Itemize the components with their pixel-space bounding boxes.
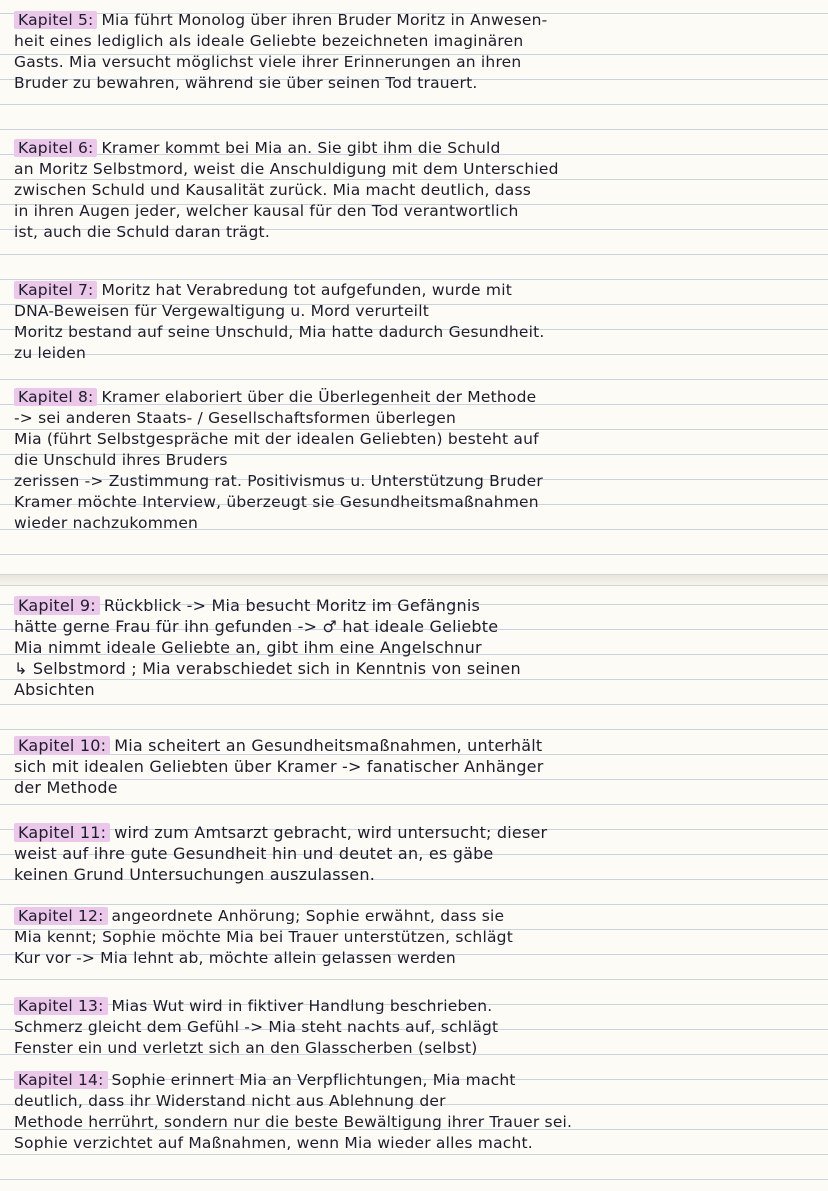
chapter-9-line: hätte gerne Frau für ihn gefunden -> ♂ hat ideale Geliebte (14, 617, 499, 636)
chapter-14-line: Sophie verzichtet auf Maßnahmen, wenn Mia wieder alles macht. (14, 1134, 533, 1152)
chapter-7-line: Moritz hat Verabredung tot aufgefunden, wurde mit (101, 281, 512, 299)
chapter-8-line: die Unschuld ihres Bruders (14, 451, 228, 469)
chapter-5-line: Bruder zu bewahren, während sie über seinen Tod trauert. (14, 74, 478, 92)
chapter-10-summary (14, 735, 814, 798)
chapter-7-heading: Kapitel 7: (14, 281, 97, 299)
chapter-14-heading: Kapitel 14: (14, 1071, 108, 1089)
chapter-14-line: Sophie erinnert Mia an Verpflichtungen, Mia macht (111, 1071, 516, 1089)
chapter-11-line: keinen Grund Untersuchungen auszulassen. (14, 865, 375, 884)
chapter-6-line: in ihren Augen jeder, welcher kausal für den Tod verantwortlich (14, 202, 519, 220)
chapter-8-line: Kramer elaboriert über die Überlegenheit der Methode (101, 388, 537, 406)
chapter-8-heading: Kapitel 8: (14, 388, 97, 406)
chapter-5-line: Mia führt Monolog über ihren Bruder Moritz in Anwesen- (101, 11, 548, 29)
chapter-13-line: Mias Wut wird in fiktiver Handlung beschrieben. (111, 997, 493, 1015)
chapter-8-line: zerissen -> Zustimmung rat. Positivismus u. Unterstützung Bruder (14, 472, 543, 490)
chapter-14-line: Methode herrührt, sondern nur die beste Bewältigung ihrer Trauer sei. (14, 1113, 573, 1131)
chapter-9-heading: Kapitel 9: (14, 596, 100, 615)
chapter-11-heading: Kapitel 11: (14, 823, 110, 842)
chapter-8-line: wieder nachzukommen (14, 514, 199, 532)
chapter-8-line: -> sei anderen Staats- / Gesellschaftsformen überlegen (14, 409, 456, 427)
chapter-6-line: Kramer kommt bei Mia an. Sie gibt ihm die Schuld (101, 139, 501, 157)
page-divider (0, 574, 828, 586)
chapter-9-summary (14, 595, 814, 700)
chapter-7-line: zu leiden (14, 344, 87, 362)
chapter-12-line: Kur vor -> Mia lehnt ab, möchte allein gelassen werden (14, 949, 456, 967)
chapter-13-summary (14, 996, 814, 1059)
chapter-8-line: Mia (führt Selbstgespräche mit der idealen Geliebten) besteht auf (14, 430, 539, 448)
chapter-13-line: Fenster ein und verletzt sich an den Glasscherben (selbst) (14, 1039, 478, 1057)
chapter-7-line: Moritz bestand auf seine Unschuld, Mia hatte dadurch Gesundheit. (14, 323, 545, 341)
chapter-7-line: DNA-Beweisen für Vergewaltigung u. Mord verurteilt (14, 302, 429, 320)
chapter-11-line: weist auf ihre gute Gesundheit hin und deutet an, es gäbe (14, 844, 494, 863)
chapter-9-line: ↳ Selbstmord ; Mia verabschiedet sich in Kenntnis von seinen (14, 659, 521, 678)
chapter-7-summary (14, 280, 814, 364)
chapter-11-summary (14, 822, 814, 885)
chapter-6-summary (14, 138, 814, 243)
chapter-6-line: ist, auch die Schuld daran trägt. (14, 223, 270, 241)
chapter-6-line: an Moritz Selbstmord, weist die Anschuldigung mit dem Unterschied (14, 160, 559, 178)
chapter-6-heading: Kapitel 6: (14, 139, 97, 157)
chapter-8-summary (14, 387, 814, 534)
chapter-14-line: deutlich, dass ihr Widerstand nicht aus Ablehnung der (14, 1092, 446, 1110)
chapter-14-summary (14, 1070, 814, 1154)
chapter-10-heading: Kapitel 10: (14, 736, 110, 755)
chapter-12-summary (14, 906, 814, 969)
chapter-12-line: Mia kennt; Sophie möchte Mia bei Trauer unterstützen, schlägt (14, 928, 513, 946)
chapter-11-line: wird zum Amtsarzt gebracht, wird untersucht; dieser (114, 823, 548, 842)
chapter-10-line: Mia scheitert an Gesundheitsmaßnahmen, unterhält (114, 736, 543, 755)
chapter-10-line: sich mit idealen Geliebten über Kramer -> fanatischer Anhänger (14, 757, 544, 776)
chapter-9-line: Rückblick -> Mia besucht Moritz im Gefängnis (103, 596, 481, 615)
chapter-13-heading: Kapitel 13: (14, 997, 108, 1015)
chapter-8-line: Kramer möchte Interview, überzeugt sie Gesundheitsmaßnahmen (14, 493, 539, 511)
chapter-13-line: Schmerz gleicht dem Gefühl -> Mia steht nachts auf, schlägt (14, 1018, 499, 1036)
chapter-5-heading: Kapitel 5: (14, 11, 97, 29)
chapter-12-heading: Kapitel 12: (14, 907, 108, 925)
chapter-6-line: zwischen Schuld und Kausalität zurück. Mia macht deutlich, dass (14, 181, 532, 199)
chapter-5-line: heit eines lediglich als ideale Geliebte bezeichneten imaginären (14, 32, 524, 50)
chapter-9-line: Absichten (14, 680, 95, 699)
chapter-5-line: Gasts. Mia versucht möglichst viele ihrer Erinnerungen an ihren (14, 53, 522, 71)
chapter-5-summary (14, 10, 814, 94)
chapter-10-line: der Methode (14, 778, 118, 797)
chapter-9-line: Mia nimmt ideale Geliebte an, gibt ihm eine Angelschnur (14, 638, 482, 657)
chapter-12-line: angeordnete Anhörung; Sophie erwähnt, dass sie (111, 907, 505, 925)
